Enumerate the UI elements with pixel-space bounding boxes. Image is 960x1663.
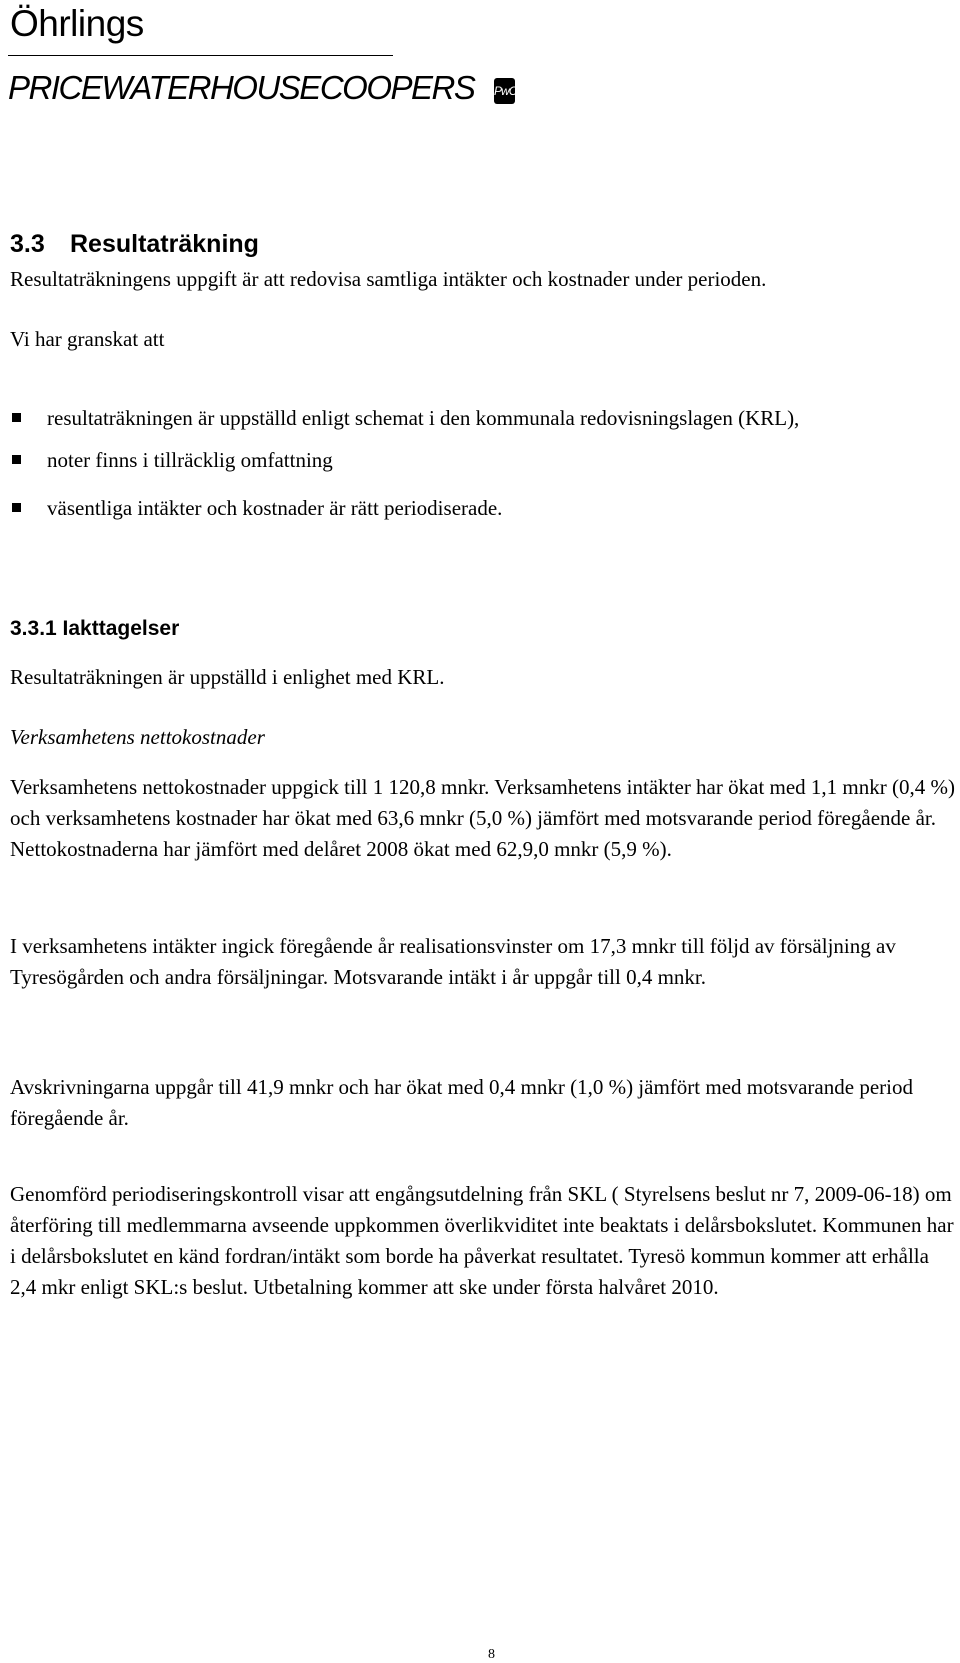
subsection-heading: 3.3.1 Iakttagelser bbox=[10, 617, 180, 640]
square-bullet-icon bbox=[12, 503, 21, 512]
review-criteria-list bbox=[10, 403, 955, 524]
logo-seal-icon: PwC bbox=[494, 78, 515, 104]
list-item bbox=[10, 493, 955, 524]
section-intro: Resultaträkningens uppgift är att redovisa samtliga intäkter och kostnader under perioden. bbox=[10, 267, 767, 291]
list-item bbox=[10, 403, 955, 434]
subsection-statement: Resultaträkningen är uppställd i enlighet med KRL. bbox=[10, 665, 445, 689]
list-item bbox=[10, 445, 955, 476]
list-item-text: resultaträkningen är uppställd enligt schemat i den kommunala redovisningslagen (KRL), bbox=[47, 406, 800, 430]
paragraph: Genomförd periodiseringskontroll visar att engångsutdelning från SKL ( Styrelsens beslut nr 7, 2009-06-18) om återföring till medlemmarna avseende uppkommen överlikviditet inte beaktats i delårsbokslutet. Kommunen har i delårsbokslutet en känd fordran/intäkt som borde ha påverkat resultatet. Tyresö kommun kommer att erhålla 2,4 mkr enligt SKL:s beslut. Utbetalning kommer att ske under första halvåret 2010. bbox=[10, 1182, 954, 1299]
italic-subheading: Verksamhetens nettokostnader bbox=[10, 725, 265, 749]
paragraph: Avskrivningarna uppgår till 41,9 mnkr och har ökat med 0,4 mnkr (1,0 %) jämfört med motsvarande period föregående år. bbox=[10, 1075, 913, 1130]
section-title: Resultaträkning bbox=[70, 230, 259, 258]
page-number: 8 bbox=[488, 1647, 495, 1662]
logo-divider bbox=[8, 55, 393, 56]
list-item-text: noter finns i tillräcklig omfattning bbox=[47, 448, 333, 472]
section-heading bbox=[10, 230, 259, 259]
logo-wordmark: PRICEWATERHOUSECOOPERS bbox=[8, 69, 475, 106]
list-item-text: väsentliga intäkter och kostnader är rätt periodiserade. bbox=[47, 496, 503, 520]
paragraph: Verksamhetens nettokostnader uppgick till 1 120,8 mnkr. Verksamhetens intäkter har ökat med 1,1 mnkr (0,4 %) och verksamhetens kostnader har ökat med 63,6 mnkr (5,0 %) jämfört med motsvarande period föregående år. Nettokostnaderna har jämfört med delåret 2008 ökat med 62,9,0 mnkr (5,9 %). bbox=[10, 775, 955, 861]
logo-main-text bbox=[8, 66, 515, 110]
logo-top-text: Öhrlings bbox=[10, 3, 144, 44]
section-lead: Vi har granskat att bbox=[10, 327, 165, 351]
paragraph: I verksamhetens intäkter ingick föregående år realisationsvinster om 17,3 mnkr till följd av försäljning av Tyresögården och andra försäljningar. Motsvarande intäkt i år uppgår till 0,4 mnkr. bbox=[10, 934, 896, 989]
section-number: 3.3 bbox=[10, 230, 45, 258]
square-bullet-icon bbox=[12, 455, 21, 464]
square-bullet-icon bbox=[12, 413, 21, 422]
